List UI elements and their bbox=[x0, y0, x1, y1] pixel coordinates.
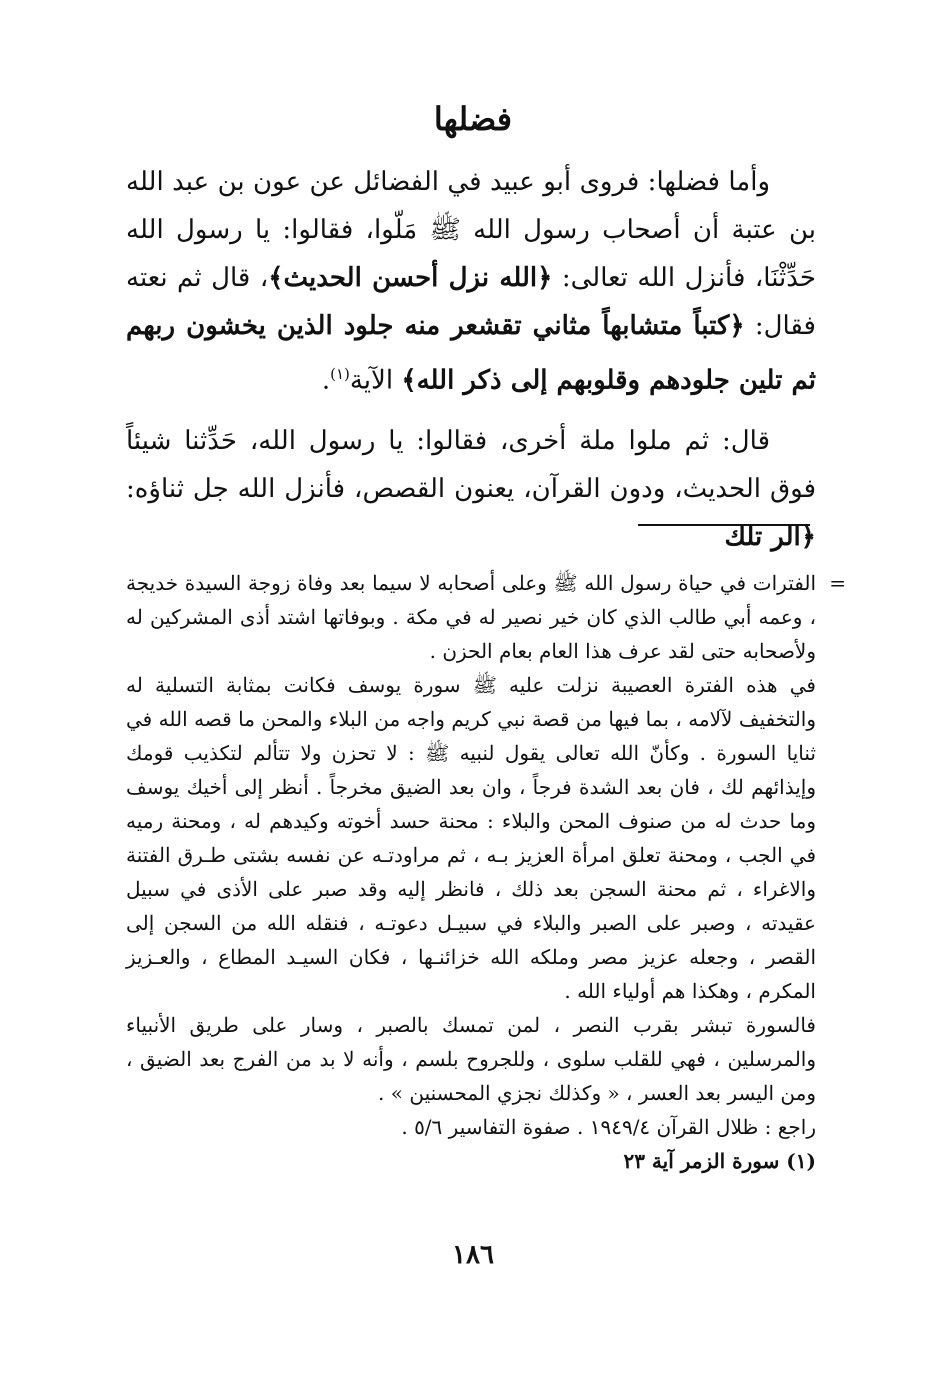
paragraph-2-text-a: قال: ثم ملوا ملة أخرى، فقالوا: يا رسول الله، حَدِّثنا شيئاً فوق الحديث، ودون القرآن، يعنون القصص، فأنزل الله جل ثناؤه: bbox=[126, 425, 816, 504]
paragraph-1-text-a: وأما فضلها: فروى أبو عبيد في الفضائل عن عون بن عبد الله بن عتبة أن أصحاب رسول الله ﷺ مَلّوا، فقالوا: يا رسول الله حَدِّثْنَا، فأنزل الله تعالى: bbox=[126, 167, 817, 293]
footnotes bbox=[126, 566, 846, 1178]
footnote-separator bbox=[638, 524, 810, 526]
footnote-line: فالسورة تبشر بقرب النصر ، لمن تمسك بالصبر ، وسار على طريق الأنبياء والمرسلين ، فهي للقلب سلوى ، وللجروح بلسم ، وأنه لا بد من الفرج بعد الضيق ، ومن اليسر بعد العسر ، « وكذلك نجزي المحسنين » . bbox=[126, 1013, 816, 1105]
continuation-mark: = bbox=[829, 571, 846, 595]
footnote-source: راجع : ظلال القرآن ١٩٤٩/٤ . صفوة التفاسير ٥/٦ . bbox=[401, 1115, 816, 1139]
footnote-line: في هذه الفترة العصيبة نزلت عليه ﷺ سورة يوسف فكانت بمثابة التسلية له والتخفيف لآلامه ، بما فيها من قصة نبي كريم واجه من البلاء والمحن ما قصه الله في ثنايا السورة . وكأنّ الله تعالى يقول لنبيه ﷺ : لا تحزن ولا تتألم لتكذيب قومك وإيذائهم لك ، فان بعد الشدة فرجاً ، وان بعد الضيق مخرجاً . أنظر إلى أخيك يوسف وما حدث له من صنوف المحن والبلاء : محنة حسد أخوته وكيدهم له ، ومحنة رميه في الجب ، ومحنة تعلق امرأة العزيز بـه ، ثم مراودتـه عن نفسه بشتى طـرق الفتنة والاغراء ، ثم محنة السجن بعد ذلك ، فانظر إليه وقد صبر على الأذى في سبيل عقيدته ، وصبر على الصبر والبلاء في سبيـل دعوتـه ، فنقله الله من السجن إلى القصر ، وجعله عزيز مصر وملكه الله خزائنـها ، فكان السيـد المطاع ، والعـزيز المكرم ، وهكذا هم أولياء الله . bbox=[126, 673, 817, 1003]
main-text bbox=[126, 158, 816, 561]
footnote-line: الفترات في حياة رسول الله ﷺ وعلى أصحابه لا سيما بعد وفاة زوجة السيدة خديجة ، وعمه أبي طالب الذي كان خير نصير له في مكة . وبوفاتها اشتد أذى المشركين له ولأصحابه حتى لقد عرف هذا العام بعام الحزن . bbox=[126, 571, 816, 663]
quran-quote-2: ﴿كتباً متشابهاً مثاني تقشعر منه جلود الذين يخشون ربهم ثم تلين جلودهم وقلوبهم إلى ذكر الله﴾ bbox=[126, 311, 816, 396]
paragraph-1-text-c: ، قال ثم نعته فقال: bbox=[126, 263, 816, 341]
quran-quote-1: ﴿الله نزل أحسن الحديث﴾ bbox=[268, 263, 553, 293]
section-title: فضلها bbox=[433, 100, 513, 138]
page-number: ١٨٦ bbox=[452, 1240, 494, 1270]
paragraph-1-text-e: الآية bbox=[349, 365, 402, 396]
paragraph-1-end: . bbox=[321, 365, 331, 396]
quran-quote-3: ﴿الر تلك bbox=[724, 521, 816, 552]
paragraph-2 bbox=[126, 417, 816, 561]
paragraph-1 bbox=[126, 158, 816, 405]
footnote-reference[interactable]: (١) bbox=[330, 365, 350, 383]
footnote-1: (١) سورة الزمر آية ٢٣ bbox=[623, 1149, 816, 1173]
